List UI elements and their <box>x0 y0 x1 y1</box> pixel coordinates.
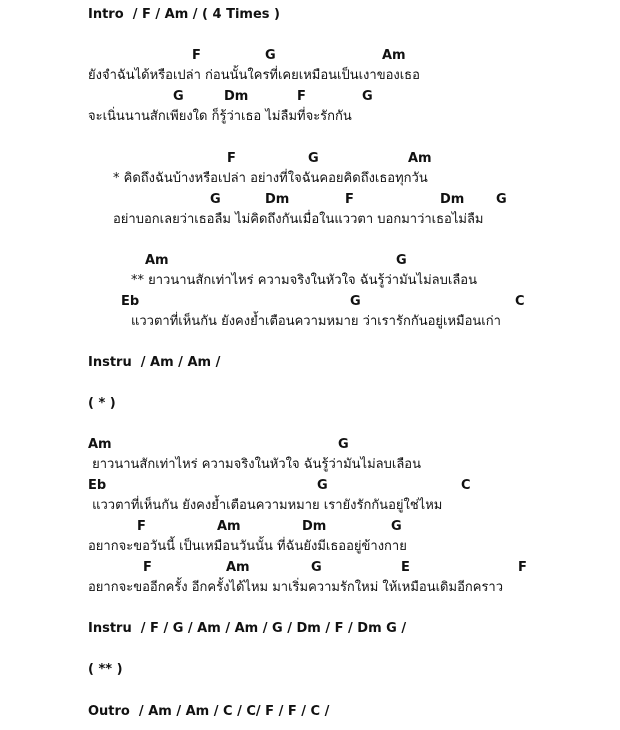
chord: Dm <box>440 192 465 207</box>
outro-line: Outro / Am / Am / C / C/ F / F / C / <box>88 704 330 719</box>
chord: F <box>518 560 527 575</box>
chord: Eb <box>121 294 140 309</box>
chord: Eb <box>88 478 107 493</box>
chord: F <box>297 89 306 104</box>
chord: G <box>338 437 349 452</box>
chord: G <box>350 294 361 309</box>
lyric-line: ยังจำฉันได้หรือเปล่า ก่อนนั้นใครที่เคยเหมือนเป็นเงาของเธอ <box>88 68 420 83</box>
chord: Am <box>88 437 112 452</box>
chord: C <box>515 294 525 309</box>
repeat-chorus-marker: ( * ) <box>88 396 116 411</box>
lyric-line: * คิดถึงฉันบ้างหรือเปล่า อย่างที่ใจฉันคอยคิดถึงเธอทุกวัน <box>113 171 428 186</box>
chord: F <box>192 48 201 63</box>
chord: G <box>308 151 319 166</box>
chord: G <box>173 89 184 104</box>
chord: F <box>143 560 152 575</box>
chord: G <box>210 192 221 207</box>
lyric-line: ยาวนานสักเท่าไหร่ ความจริงในหัวใจ ฉันรู้ว่ามันไม่ลบเลือน <box>88 457 421 472</box>
chord: G <box>496 192 507 207</box>
chord: Am <box>408 151 432 166</box>
lyric-line: แววตาที่เห็นกัน ยังคงย้ำเตือนความหมาย เรายังรักกันอยู่ใช่ไหม <box>88 498 443 513</box>
chord: G <box>265 48 276 63</box>
chord: G <box>391 519 402 534</box>
chord: Dm <box>224 89 249 104</box>
chord: F <box>137 519 146 534</box>
lyric-line: อยากจะขออีกครั้ง อีกครั้งได้ไหม มาเริ่มความรักใหม่ ให้เหมือนเดิมอีกคราว <box>88 580 504 595</box>
chord: Am <box>382 48 406 63</box>
repeat-chorus-marker: ( ** ) <box>88 662 123 677</box>
chord: G <box>362 89 373 104</box>
chord: G <box>317 478 328 493</box>
chord: Dm <box>265 192 290 207</box>
lyric-line: แววตาที่เห็นกัน ยังคงย้ำเตือนความหมาย ว่าเรารักกันอยู่เหมือนเก่า <box>131 314 501 329</box>
lyric-line: อยากจะขอวันนี้ เป็นเหมือนวันนั้น ที่ฉันยังมีเธออยู่ข้างกาย <box>88 539 407 554</box>
chord: Dm <box>302 519 327 534</box>
instru-line: Instru / Am / Am / <box>88 355 221 370</box>
chord: Am <box>226 560 250 575</box>
chord: E <box>401 560 410 575</box>
chord: F <box>227 151 236 166</box>
lyric-line: จะเนิ่นนานสักเพียงใด ก็รู้ว่าเธอ ไม่ลืมที่จะรักกัน <box>88 109 352 124</box>
chord: C <box>461 478 471 493</box>
intro-line: Intro / F / Am / ( 4 Times ) <box>88 7 280 22</box>
chord: Am <box>145 253 169 268</box>
chord: Am <box>217 519 241 534</box>
lyric-line: ** ยาวนานสักเท่าไหร่ ความจริงในหัวใจ ฉันรู้ว่ามันไม่ลบเลือน <box>131 273 477 288</box>
chord: F <box>345 192 354 207</box>
instru-line: Instru / F / G / Am / Am / G / Dm / F / Dm G / <box>88 621 407 636</box>
chord: G <box>396 253 407 268</box>
lyric-line: อย่าบอกเลยว่าเธอลืม ไม่คิดถึงกันเมื่อในแววตา บอกมาว่าเธอไม่ลืม <box>113 212 484 227</box>
chord: G <box>311 560 322 575</box>
